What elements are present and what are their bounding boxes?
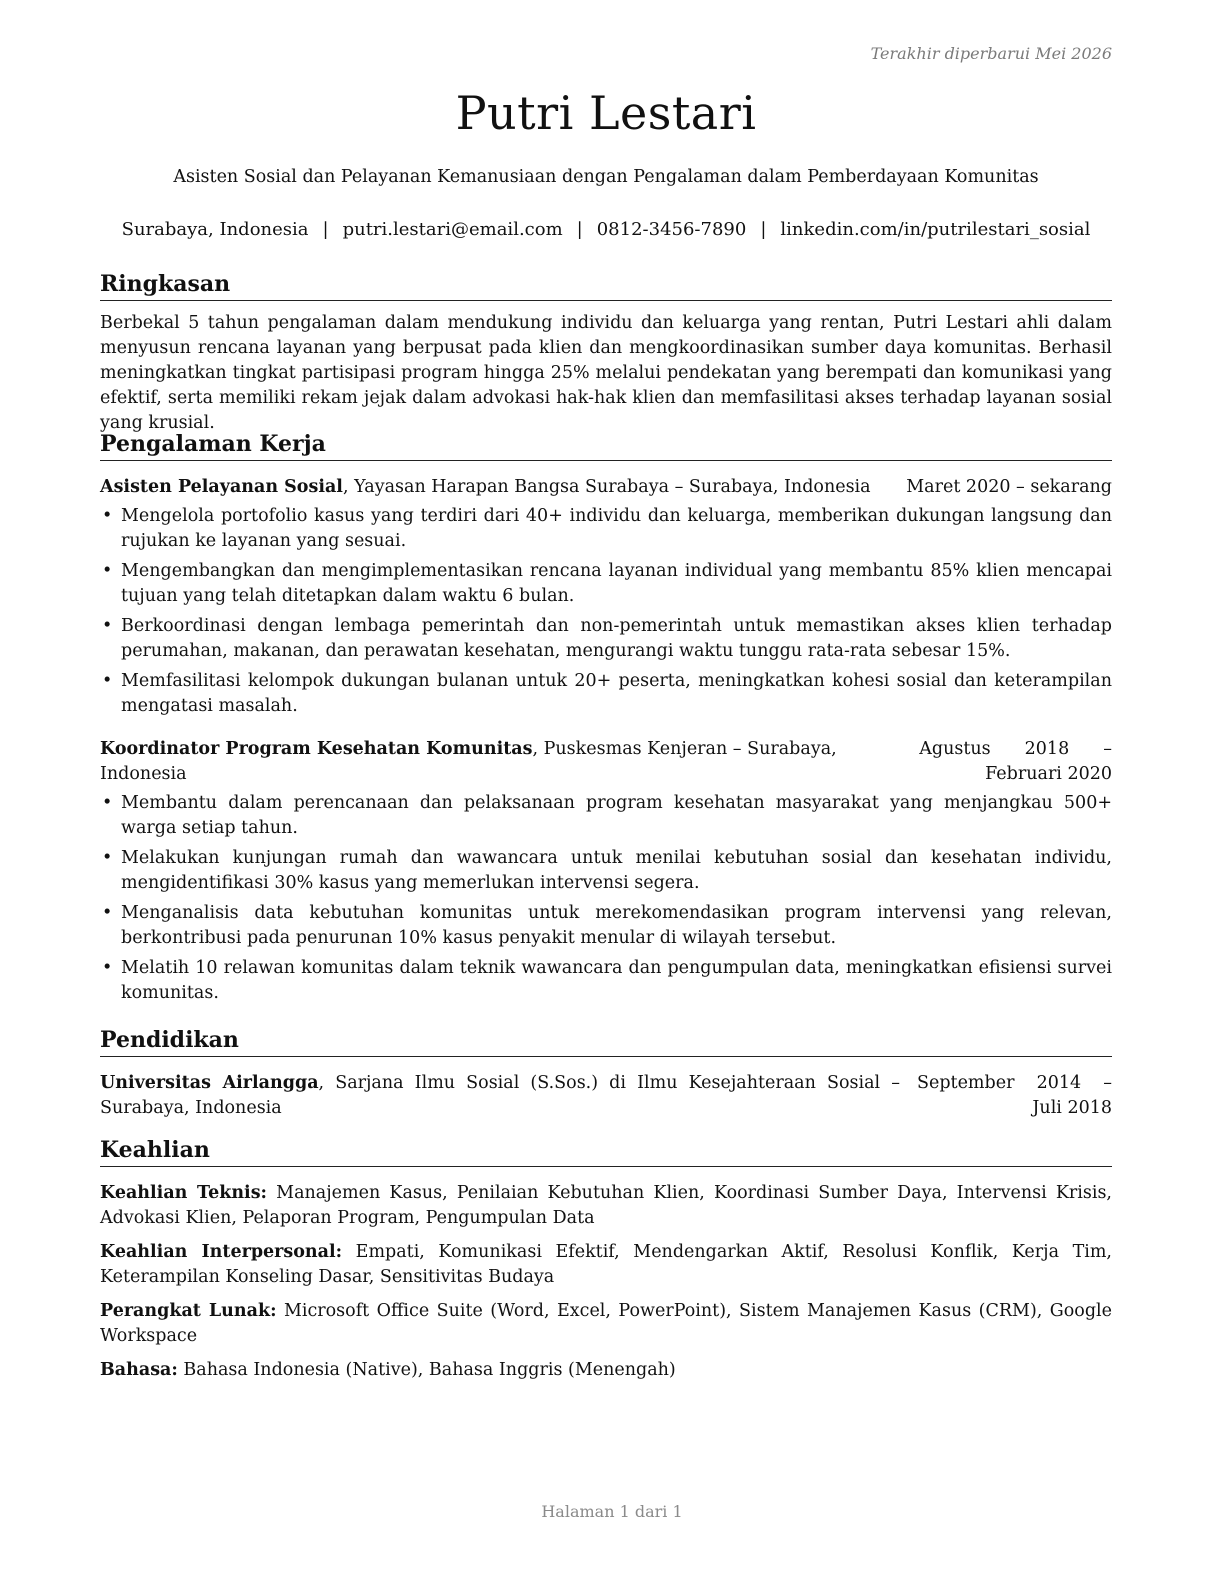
education-title: Pendidikan bbox=[100, 1026, 1112, 1057]
contact-linkedin[interactable]: linkedin.com/in/putrilestari_sosial bbox=[780, 219, 1091, 240]
experience-section bbox=[100, 430, 1112, 1011]
summary-section bbox=[100, 270, 1112, 436]
job-bullet: • Melatih 10 relawan komunitas dalam teknik wawancara dan pengumpulan data, meningkatkan efisiensi survei komunitas. bbox=[100, 956, 1112, 1006]
job-entry bbox=[100, 737, 1112, 1006]
skills-list bbox=[100, 1181, 1112, 1383]
job-role: Koordinator Program Kesehatan Komunitas bbox=[100, 739, 533, 759]
skill-item bbox=[100, 1358, 1112, 1383]
contact-separator: | bbox=[760, 219, 767, 240]
job-bullet: • Menganalisis data kebutuhan komunitas untuk merekomendasikan program intervensi yang relevan, berkontribusi pada penurunan 10% kasus penyakit menular di wilayah tersebut. bbox=[100, 901, 1112, 951]
education-entry bbox=[100, 1071, 1112, 1121]
summary-text: Berbekal 5 tahun pengalaman dalam mendukung individu dan keluarga yang rentan, Putri Lestari ahli dalam menyusun rencana layanan yang berpusat pada klien dan mengkoordinasikan sumber daya komunitas. Berhasil meningkatkan tingkat partisipasi program hingga 25% melalui pendekatan yang berempati dan komunikasi yang efektif, serta memiliki rekam jejak dalam advokasi hak-hak klien dan memfasilitasi akses terhadap layanan sosial yang krusial. bbox=[100, 313, 1112, 433]
skill-value: Microsoft Office Suite (Word, Excel, PowerPoint), Sistem Manajemen Kasus (CRM), Google Workspace bbox=[100, 1301, 1112, 1346]
contact-line bbox=[100, 219, 1112, 240]
job-bullet: • Melakukan kunjungan rumah dan wawancara untuk menilai kebutuhan sosial dan kesehatan individu, mengidentifikasi 30% kasus yang memerlukan intervensi segera. bbox=[100, 846, 1112, 896]
job-heading bbox=[100, 737, 919, 787]
candidate-tagline: Asisten Sosial dan Pelayanan Kemanusiaan dengan Pengalaman dalam Pemberdayaan Komunitas bbox=[173, 167, 1039, 187]
page-number-footer: Halaman 1 dari 1 bbox=[541, 1502, 683, 1521]
education-school: Universitas Airlangga bbox=[100, 1073, 319, 1093]
job-heading bbox=[100, 475, 871, 500]
job-org: , Puskesmas Kenjeran – Surabaya, Indonesia bbox=[100, 739, 837, 784]
job-role: Asisten Pelayanan Sosial bbox=[100, 477, 343, 497]
contact-phone: 0812-3456-7890 bbox=[596, 219, 747, 240]
contact-separator: | bbox=[322, 219, 329, 240]
education-heading bbox=[100, 1071, 900, 1121]
experience-title: Pengalaman Kerja bbox=[100, 430, 1112, 461]
skills-title: Keahlian bbox=[100, 1136, 1112, 1167]
job-bullet: • Memfasilitasi kelompok dukungan bulanan untuk 20+ peserta, meningkatkan kohesi sosial dan keterampilan mengatasi masalah. bbox=[100, 669, 1112, 719]
skill-label: Bahasa: bbox=[100, 1360, 178, 1380]
skill-item bbox=[100, 1181, 1112, 1231]
contact-location: Surabaya, Indonesia bbox=[121, 219, 309, 240]
job-bullets bbox=[100, 791, 1112, 1006]
contact-email[interactable]: putri.lestari@email.com bbox=[342, 219, 563, 240]
skill-value: Manajemen Kasus, Penilaian Kebutuhan Klien, Koordinasi Sumber Daya, Intervensi Krisis, Advokasi Klien, Pelaporan Program, Pengumpulan Data bbox=[100, 1183, 1112, 1228]
education-detail: , Sarjana Ilmu Sosial (S.Sos.) di Ilmu Kesejahteraan Sosial – Surabaya, Indonesia bbox=[100, 1073, 900, 1118]
job-header bbox=[100, 475, 1112, 500]
skill-item bbox=[100, 1240, 1112, 1290]
skill-item bbox=[100, 1299, 1112, 1349]
job-bullet: • Mengelola portofolio kasus yang terdiri dari 40+ individu dan keluarga, memberikan dukungan langsung dan rujukan ke layanan yang sesuai. bbox=[100, 504, 1112, 554]
resume-page bbox=[100, 0, 1112, 1584]
job-dates: Agustus 2018 – Februari 2020 bbox=[919, 739, 1112, 784]
skill-value: Empati, Komunikasi Efektif, Mendengarkan Aktif, Resolusi Konflik, Kerja Tim, Keterampilan Konseling Dasar, Sensitivitas Budaya bbox=[100, 1242, 1112, 1287]
education-section bbox=[100, 1026, 1112, 1121]
job-bullets bbox=[100, 504, 1112, 719]
skill-label: Perangkat Lunak: bbox=[100, 1301, 277, 1321]
skills-section bbox=[100, 1136, 1112, 1392]
last-updated-note: Terakhir diperbarui Mei 2026 bbox=[870, 44, 1112, 63]
skill-label: Keahlian Interpersonal: bbox=[100, 1242, 343, 1262]
job-bullet: • Membantu dalam perencanaan dan pelaksanaan program kesehatan masyarakat yang menjangkau 500+ warga setiap tahun. bbox=[100, 791, 1112, 841]
candidate-name: Putri Lestari bbox=[455, 86, 757, 140]
job-org: , Yayasan Harapan Bangsa Surabaya – Surabaya, Indonesia bbox=[342, 477, 871, 497]
job-bullet: • Mengembangkan dan mengimplementasikan rencana layanan individual yang membantu 85% klien mencapai tujuan yang telah ditetapkan dalam waktu 6 bulan. bbox=[100, 559, 1112, 609]
skill-value: Bahasa Indonesia (Native), Bahasa Inggris (Menengah) bbox=[177, 1360, 676, 1380]
summary-title: Ringkasan bbox=[100, 270, 1112, 301]
job-header bbox=[100, 737, 1112, 787]
job-bullet: • Berkoordinasi dengan lembaga pemerintah dan non-pemerintah untuk memastikan akses klien terhadap perumahan, makanan, dan perawatan kesehatan, mengurangi waktu tunggu rata-rata sebesar 15%. bbox=[100, 614, 1112, 664]
skill-label: Keahlian Teknis: bbox=[100, 1183, 268, 1203]
job-dates: Maret 2020 – sekarang bbox=[906, 477, 1112, 497]
education-dates: September 2014 – Juli 2018 bbox=[917, 1073, 1112, 1118]
job-entry bbox=[100, 475, 1112, 719]
contact-separator: | bbox=[576, 219, 583, 240]
